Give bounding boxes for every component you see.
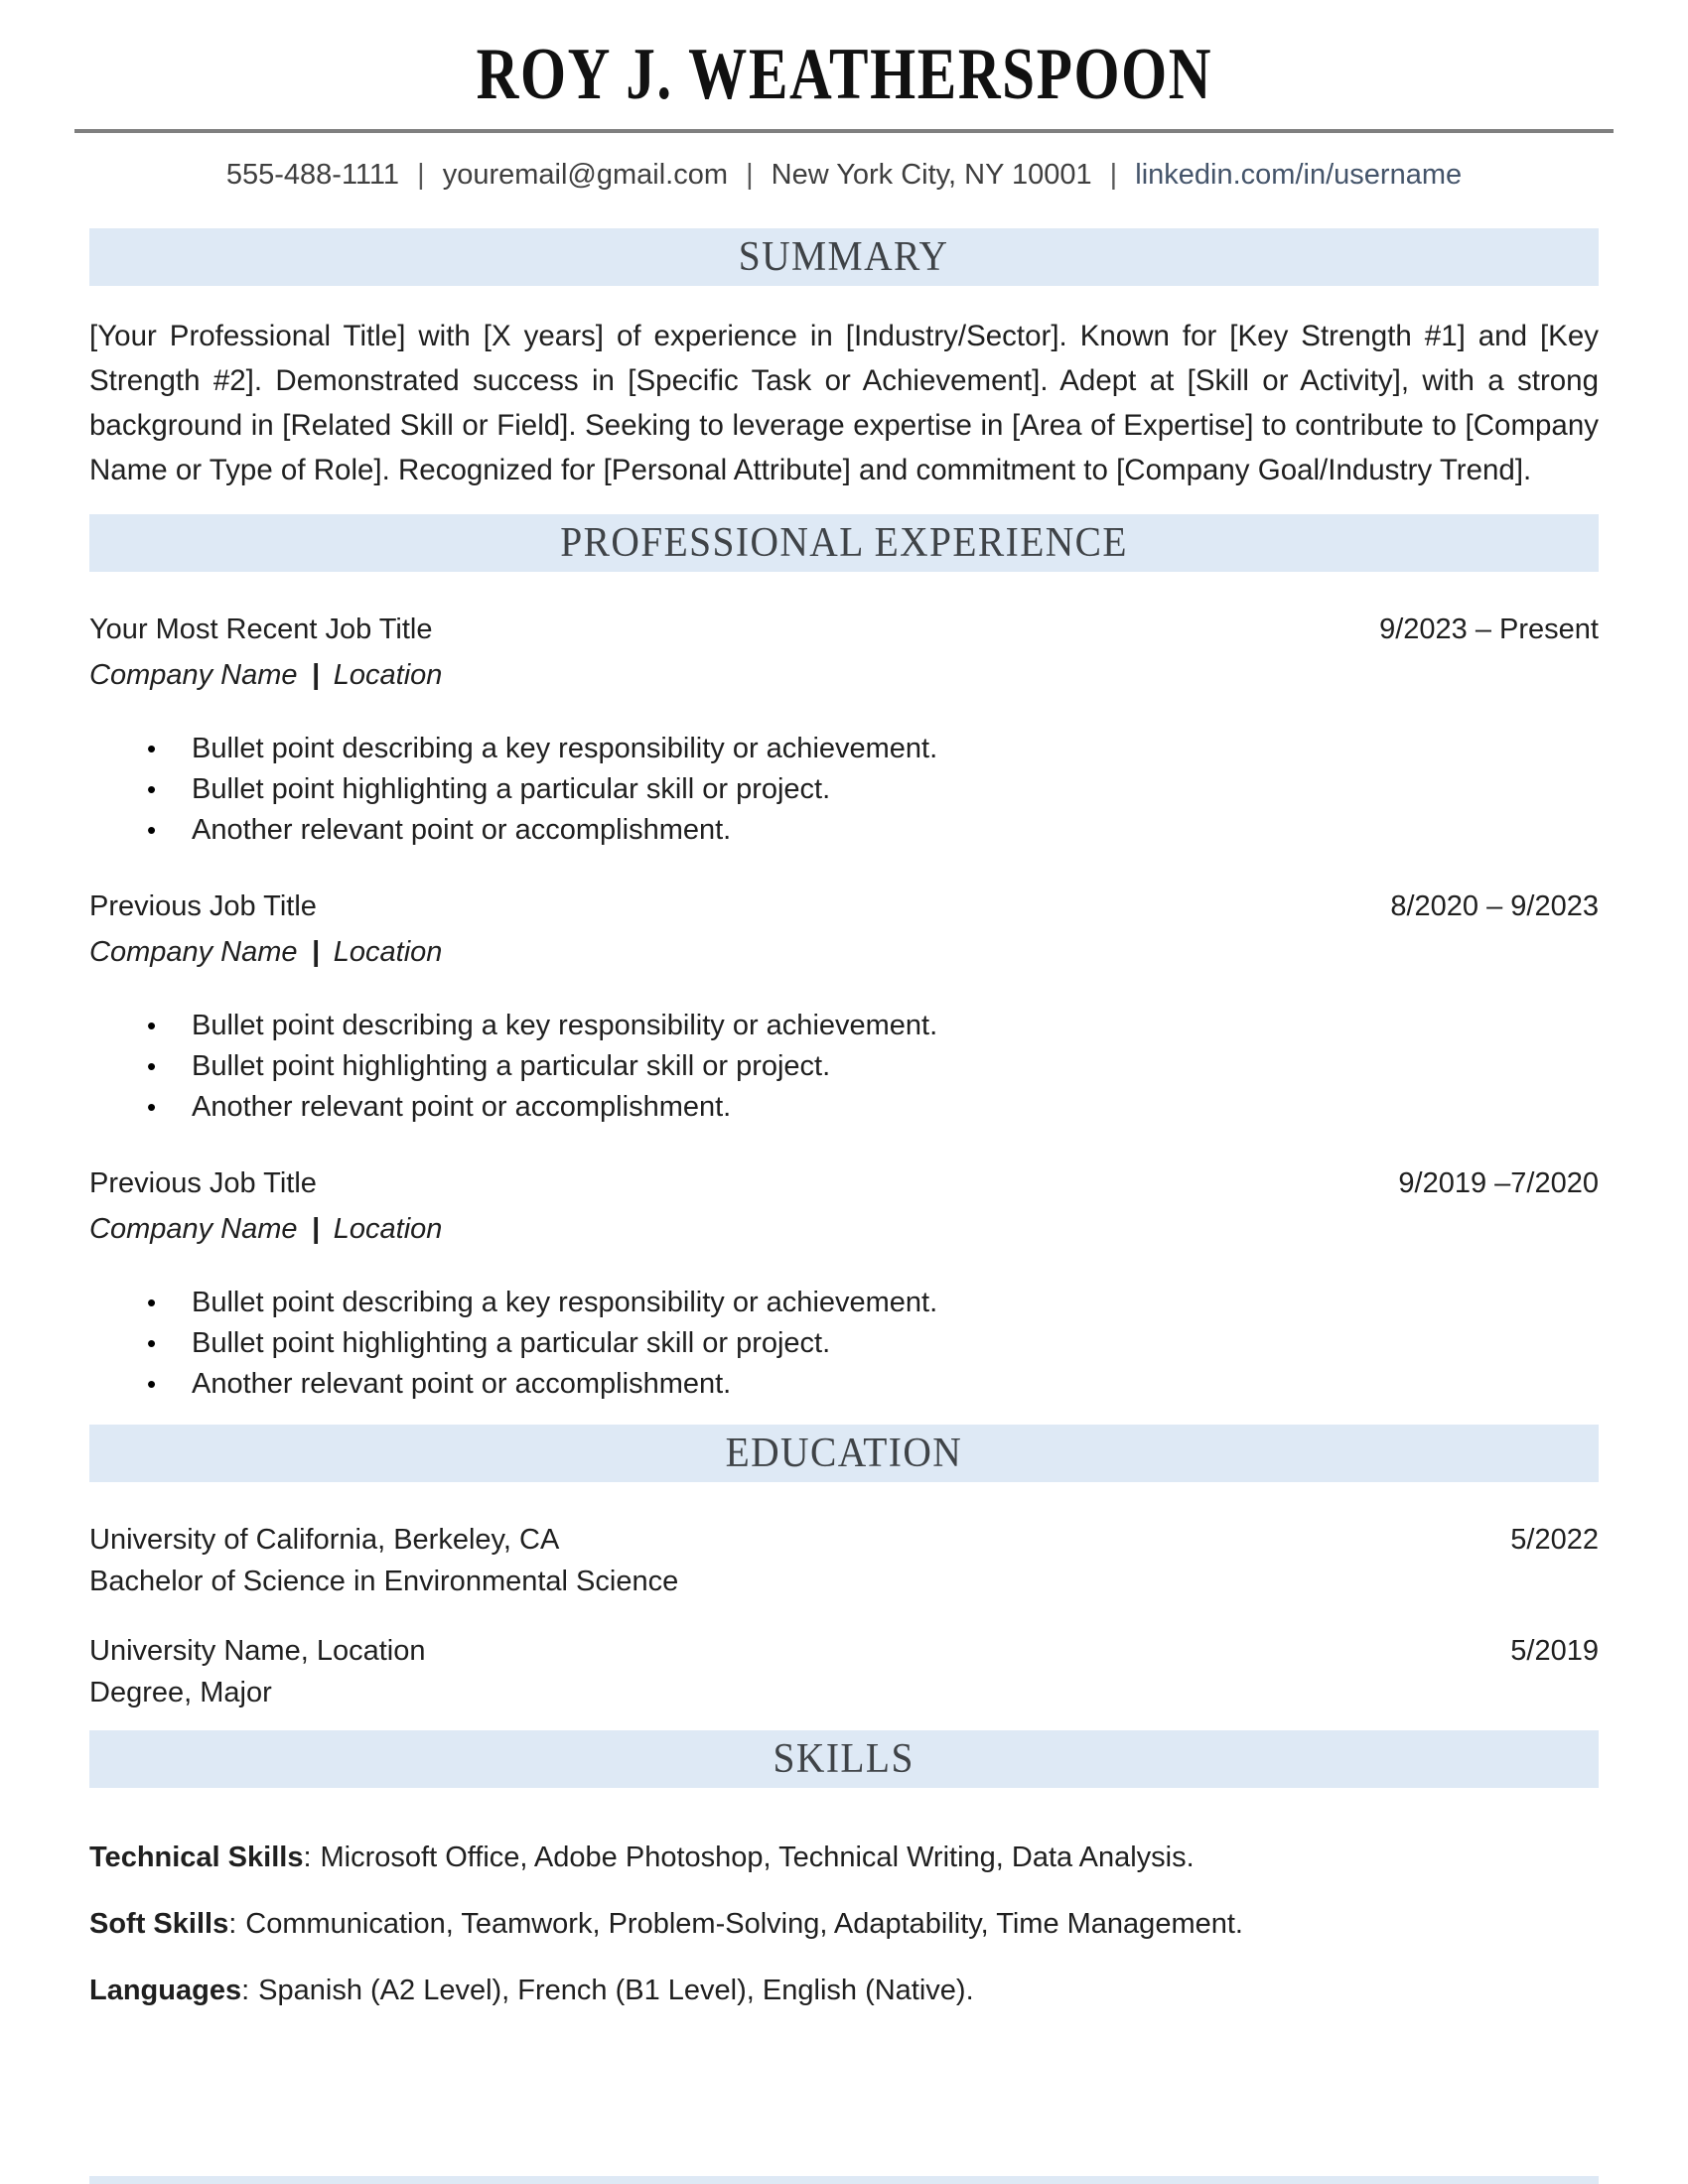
bullet-item [89, 1087, 1599, 1128]
section-title-education: EDUCATION [725, 1431, 963, 1476]
bullet-icon: • [147, 1369, 157, 1399]
job-bullet-list [89, 1006, 1599, 1128]
job-bullet-list [89, 1283, 1599, 1405]
bullet-icon: • [147, 1092, 157, 1122]
job-entry [89, 887, 1599, 1128]
job-head [89, 887, 1599, 926]
education-head [89, 1631, 1599, 1671]
bullet-icon: • [147, 1011, 157, 1040]
job-head [89, 610, 1599, 649]
bullet-item [89, 769, 1599, 810]
job-title: Your Most Recent Job Title [89, 614, 433, 645]
bullet-icon: • [147, 774, 157, 804]
bullet-text: Bullet point describing a key responsibility or achievement. [192, 733, 938, 764]
job-title: Previous Job Title [89, 890, 317, 922]
job-location: Location [333, 1213, 443, 1245]
section-title-skills: SKILLS [773, 1736, 915, 1782]
education-entry [89, 1520, 1599, 1601]
candidate-name-text: ROY J. WEATHERSPOON [476, 34, 1212, 115]
phone-number: 555-488-1111 [225, 159, 400, 191]
bullet-text: Another relevant point or accomplishment. [192, 814, 732, 846]
school-name: University Name, Location [89, 1635, 426, 1667]
bullet-text: Bullet point highlighting a particular skill or project. [192, 1050, 831, 1082]
bullet-text: Bullet point describing a key responsibility or achievement. [192, 1287, 938, 1318]
contact-separator: | [746, 159, 754, 191]
bullet-item [89, 1283, 1599, 1323]
job-company-line [89, 932, 1599, 972]
bullet-icon: • [147, 1328, 157, 1358]
bullet-text: Bullet point highlighting a particular skill or project. [192, 1327, 831, 1359]
skill-category-label: Technical Skills [89, 1842, 304, 1873]
bullet-text: Another relevant point or accomplishment. [192, 1368, 732, 1400]
bullet-icon: • [147, 1051, 157, 1081]
job-title: Previous Job Title [89, 1167, 317, 1199]
header-divider [74, 129, 1614, 133]
company-name: Company Name [89, 936, 298, 968]
bullet-item [89, 729, 1599, 769]
education-date: 5/2022 [1510, 1524, 1599, 1556]
candidate-name [0, 34, 1688, 115]
job-company-line [89, 1209, 1599, 1249]
section-title-experience: PROFESSIONAL EXPERIENCE [560, 520, 1128, 566]
section-title-summary: SUMMARY [739, 234, 949, 280]
bullet-text: Bullet point describing a key responsibility or achievement. [192, 1010, 938, 1041]
bullet-item [89, 1323, 1599, 1364]
skill-colon: : [241, 1975, 250, 2006]
skill-colon: : [228, 1908, 237, 1940]
contact-line [0, 157, 1688, 193]
company-location-separator: | [311, 659, 320, 691]
skill-line-soft [89, 1904, 1599, 1944]
skill-list-text: Spanish (A2 Level), French (B1 Level), English (Native). [258, 1975, 974, 2006]
job-location: Location [333, 659, 443, 691]
company-name: Company Name [89, 1213, 298, 1245]
skill-list-text: Communication, Teamwork, Problem-Solving, Adaptability, Time Management. [245, 1908, 1243, 1940]
education-entry [89, 1631, 1599, 1712]
job-location: Location [333, 936, 443, 968]
school-name: University of California, Berkeley, CA [89, 1524, 560, 1556]
job-dates: 8/2020 – 9/2023 [1390, 890, 1599, 922]
bullet-icon: • [147, 734, 157, 763]
job-company-line [89, 655, 1599, 695]
summary-text: [Your Professional Title] with [X years] of experience in [Industry/Sector]. Known for [Key Strength #1] and [Key Strength #2]. Demonstrated success in [Specific Task or Achievement]. Adept at [Skill or Activity], with a strong background in [Related Skill or Field]. Seeking to leverage expertise in [Area of Expertise] to contribute to [Company Name or Type of Role]. Recognized for [Personal Attribute] and commitment to [Company Goal/Industry Trend]. [89, 320, 1599, 486]
bottom-section-band-partial [89, 2176, 1599, 2184]
email-address: youremail@gmail.com [442, 159, 728, 191]
job-head [89, 1163, 1599, 1203]
company-location-separator: | [311, 936, 320, 968]
job-entry [89, 610, 1599, 851]
section-header-skills [89, 1730, 1599, 1788]
skill-list-text: Microsoft Office, Adobe Photoshop, Technical Writing, Data Analysis. [320, 1842, 1195, 1873]
section-header-education [89, 1425, 1599, 1482]
linkedin-link[interactable]: linkedin.com/in/username [1135, 159, 1463, 191]
section-header-summary [89, 228, 1599, 286]
bullet-icon: • [147, 815, 157, 845]
job-dates: 9/2023 – Present [1379, 614, 1599, 645]
bullet-item [89, 1364, 1599, 1405]
bullet-text: Another relevant point or accomplishment. [192, 1091, 732, 1123]
degree-text: Bachelor of Science in Environmental Science [89, 1566, 679, 1597]
bullet-item [89, 1006, 1599, 1046]
education-date: 5/2019 [1510, 1635, 1599, 1667]
degree-text: Degree, Major [89, 1677, 272, 1708]
company-location-separator: | [311, 1213, 320, 1245]
skill-category-label: Soft Skills [89, 1908, 229, 1940]
bullet-text: Bullet point highlighting a particular skill or project. [192, 773, 831, 805]
job-bullet-list [89, 729, 1599, 851]
skill-line-languages [89, 1971, 1599, 2010]
location-text: New York City, NY 10001 [771, 159, 1092, 191]
skill-category-label: Languages [89, 1975, 242, 2006]
bullet-item [89, 1046, 1599, 1087]
skill-colon: : [303, 1842, 312, 1873]
education-head [89, 1520, 1599, 1560]
bullet-icon: • [147, 1288, 157, 1317]
contact-separator: | [417, 159, 425, 191]
contact-separator: | [1109, 159, 1118, 191]
job-dates: 9/2019 –7/2020 [1398, 1167, 1599, 1199]
job-entry [89, 1163, 1599, 1405]
skill-line-technical [89, 1838, 1599, 1877]
company-name: Company Name [89, 659, 298, 691]
section-header-experience [89, 514, 1599, 572]
bullet-item [89, 810, 1599, 851]
